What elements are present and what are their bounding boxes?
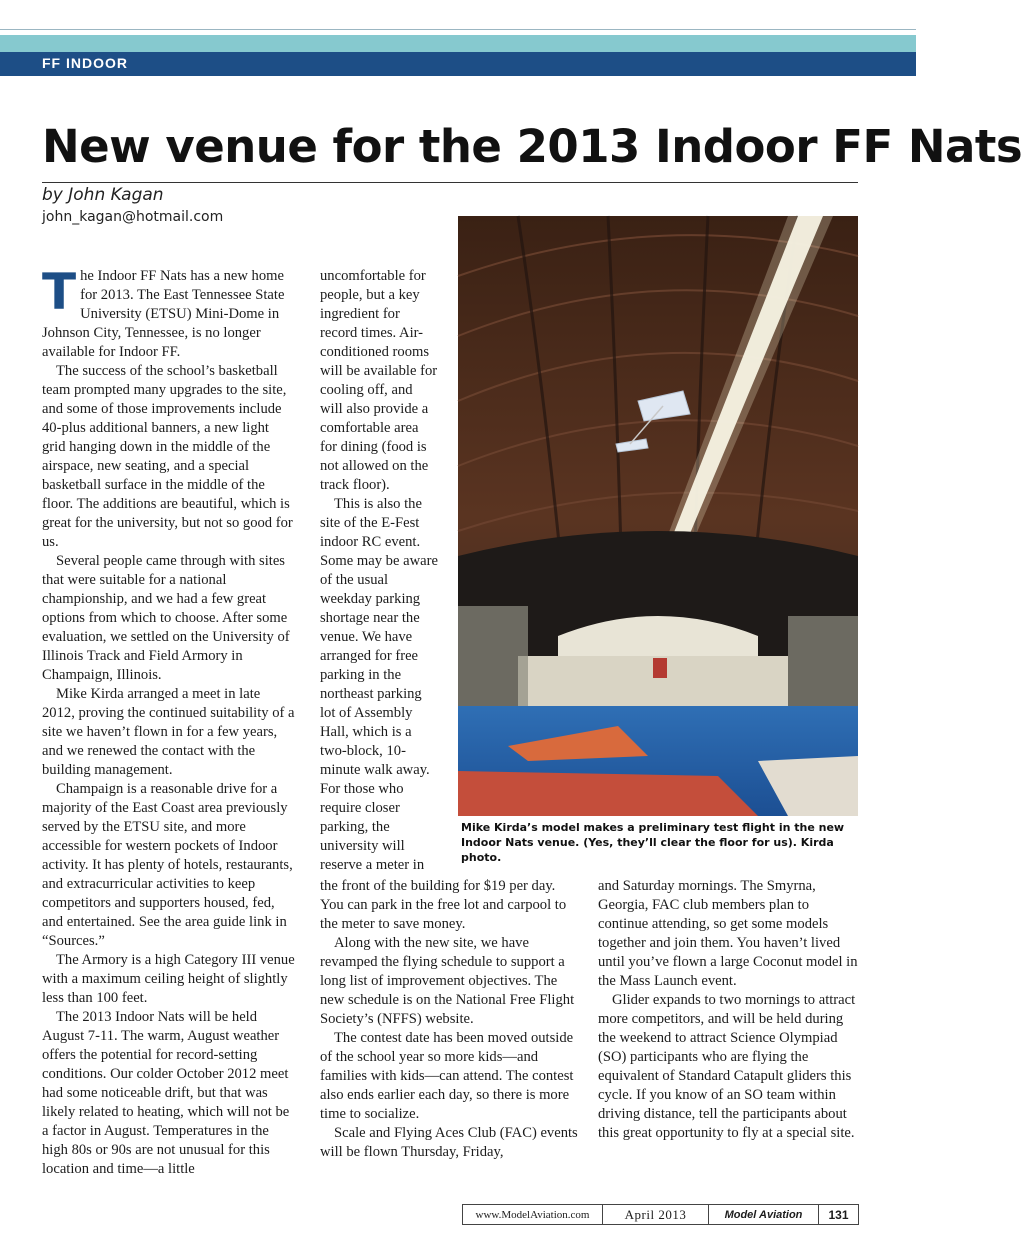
footer-page-number: 131 bbox=[828, 1207, 849, 1222]
author-email[interactable]: john_kagan@hotmail.com bbox=[42, 209, 224, 225]
footer-date: April 2013 bbox=[603, 1205, 709, 1224]
paragraph: Along with the new site, we have revamped the flying schedule to support a long list of improvement objectives. The new schedule is on the National Free Flight Society’s (NFFS) website. bbox=[320, 935, 575, 1027]
section-label: FF INDOOR bbox=[42, 55, 128, 71]
armory-photo bbox=[458, 216, 858, 816]
column-2-bottom bbox=[320, 877, 578, 1162]
paragraph: Mike Kirda arranged a meet in late 2012, proving the continued suitability of a site we haven’t flown in for a few years, and we renewed the contact with the building management. bbox=[42, 686, 295, 778]
paragraph: This is also the site of the E-Fest indoor RC event. Some may be aware of the usual weekday parking shortage near the venue. We have arranged for free parking in the northeast parking lot of Assembly Hall, which is a two-block, 10-minute walk away. For those who require closer parking, the university will reserve a meter in bbox=[320, 496, 438, 873]
header-navy-band bbox=[0, 52, 916, 76]
column-3 bbox=[598, 877, 858, 1143]
paragraph: The 2013 Indoor Nats will be held August 7-11. The warm, August weather offers the potential for record-setting conditions. Our colder October 2012 meet had some noticeable drift, but that was likely related to heating, which will not be a factor in August. Temperatures in the high 80s or 90s are not unusual for this location and time—a little bbox=[42, 1009, 290, 1177]
armory-interior-illustration bbox=[458, 216, 858, 816]
paragraph: Glider expands to two mornings to attract more competitors, and will be held during the weekend to attract Science Olympiad (SO) participants who are flying the equivalent of Standard Catapult gliders this cycle. If you know of an SO team within driving distance, tell the participants about this great opportunity to fly at a special site. bbox=[598, 992, 856, 1141]
paragraph: The Indoor FF Nats has a new home for 2013. The East Tennessee State University (ETSU) Mini-Dome in Johnson City, Tennessee, is no longer available for Indoor FF. bbox=[42, 263, 285, 360]
drop-cap: T bbox=[42, 263, 77, 321]
footer-magazine-title: Model Aviation bbox=[709, 1205, 819, 1224]
photo-caption: Mike Kirda’s model makes a preliminary test flight in the new Indoor Nats venue. (Yes, they’ll clear the floor for us). Kirda photo. bbox=[461, 821, 845, 864]
paragraph: the front of the building for $19 per day. You can park in the free lot and carpool to the meter to save money. bbox=[320, 878, 567, 932]
page-footer bbox=[462, 1204, 859, 1225]
column-2-narrow bbox=[320, 267, 438, 875]
article-headline: New venue for the 2013 Indoor FF Nats bbox=[42, 120, 1022, 173]
paragraph: and Saturday mornings. The Smyrna, Georgia, FAC club members plan to continue attending, so get some models together and join them. You haven’t lived until you’ve flown a large Coconut model in the Mass Launch event. bbox=[598, 878, 858, 989]
paragraph: The success of the school’s basketball team prompted many upgrades to the site, and some of those improvements include 40-plus additional banners, a new light grid hanging down in the middle of the airspace, new seating, and a special basketball surface in the middle of the floor. The additions are beautiful, which is great for the university, but not so good for us. bbox=[42, 363, 293, 550]
paragraph: The contest date has been moved outside of the school year so more kids—and families with kids—can attend. The contest also ends earlier each day, so there is more time to socialize. bbox=[320, 1030, 574, 1122]
column-1 bbox=[42, 263, 296, 1179]
paragraph: Champaign is a reasonable drive for a majority of the East Coast area previously served by the ETSU site, and more accessible for western pockets of Indoor activity. It has plenty of hotels, restaurants, and extracurricular activities to keep competitors and supporters housed, fed, and entertained. See the area guide link in “Sources.” bbox=[42, 781, 293, 949]
header-teal-band bbox=[0, 35, 916, 52]
byline: by John Kagan bbox=[42, 185, 164, 205]
footer-url[interactable]: www.ModelAviation.com bbox=[463, 1205, 603, 1224]
top-rule bbox=[0, 29, 916, 30]
paragraph: Scale and Flying Aces Club (FAC) events will be flown Thursday, Friday, bbox=[320, 1125, 578, 1160]
paragraph: uncomfortable for people, but a key ingredient for record times. Air-conditioned rooms will be available for cooling off, and will also provide a comfortable area for dining (food is not allowed on the track floor). bbox=[320, 268, 438, 493]
paragraph: Several people came through with sites that were suitable for a national championship, and we had a few great options from which to choose. After some evaluation, we settled on the University of Illinois Track and Field Armory in Champaign, Illinois. bbox=[42, 553, 290, 683]
headline-rule bbox=[42, 182, 858, 183]
paragraph: The Armory is a high Category III venue with a maximum ceiling height of slightly less than 100 feet. bbox=[42, 952, 295, 1006]
